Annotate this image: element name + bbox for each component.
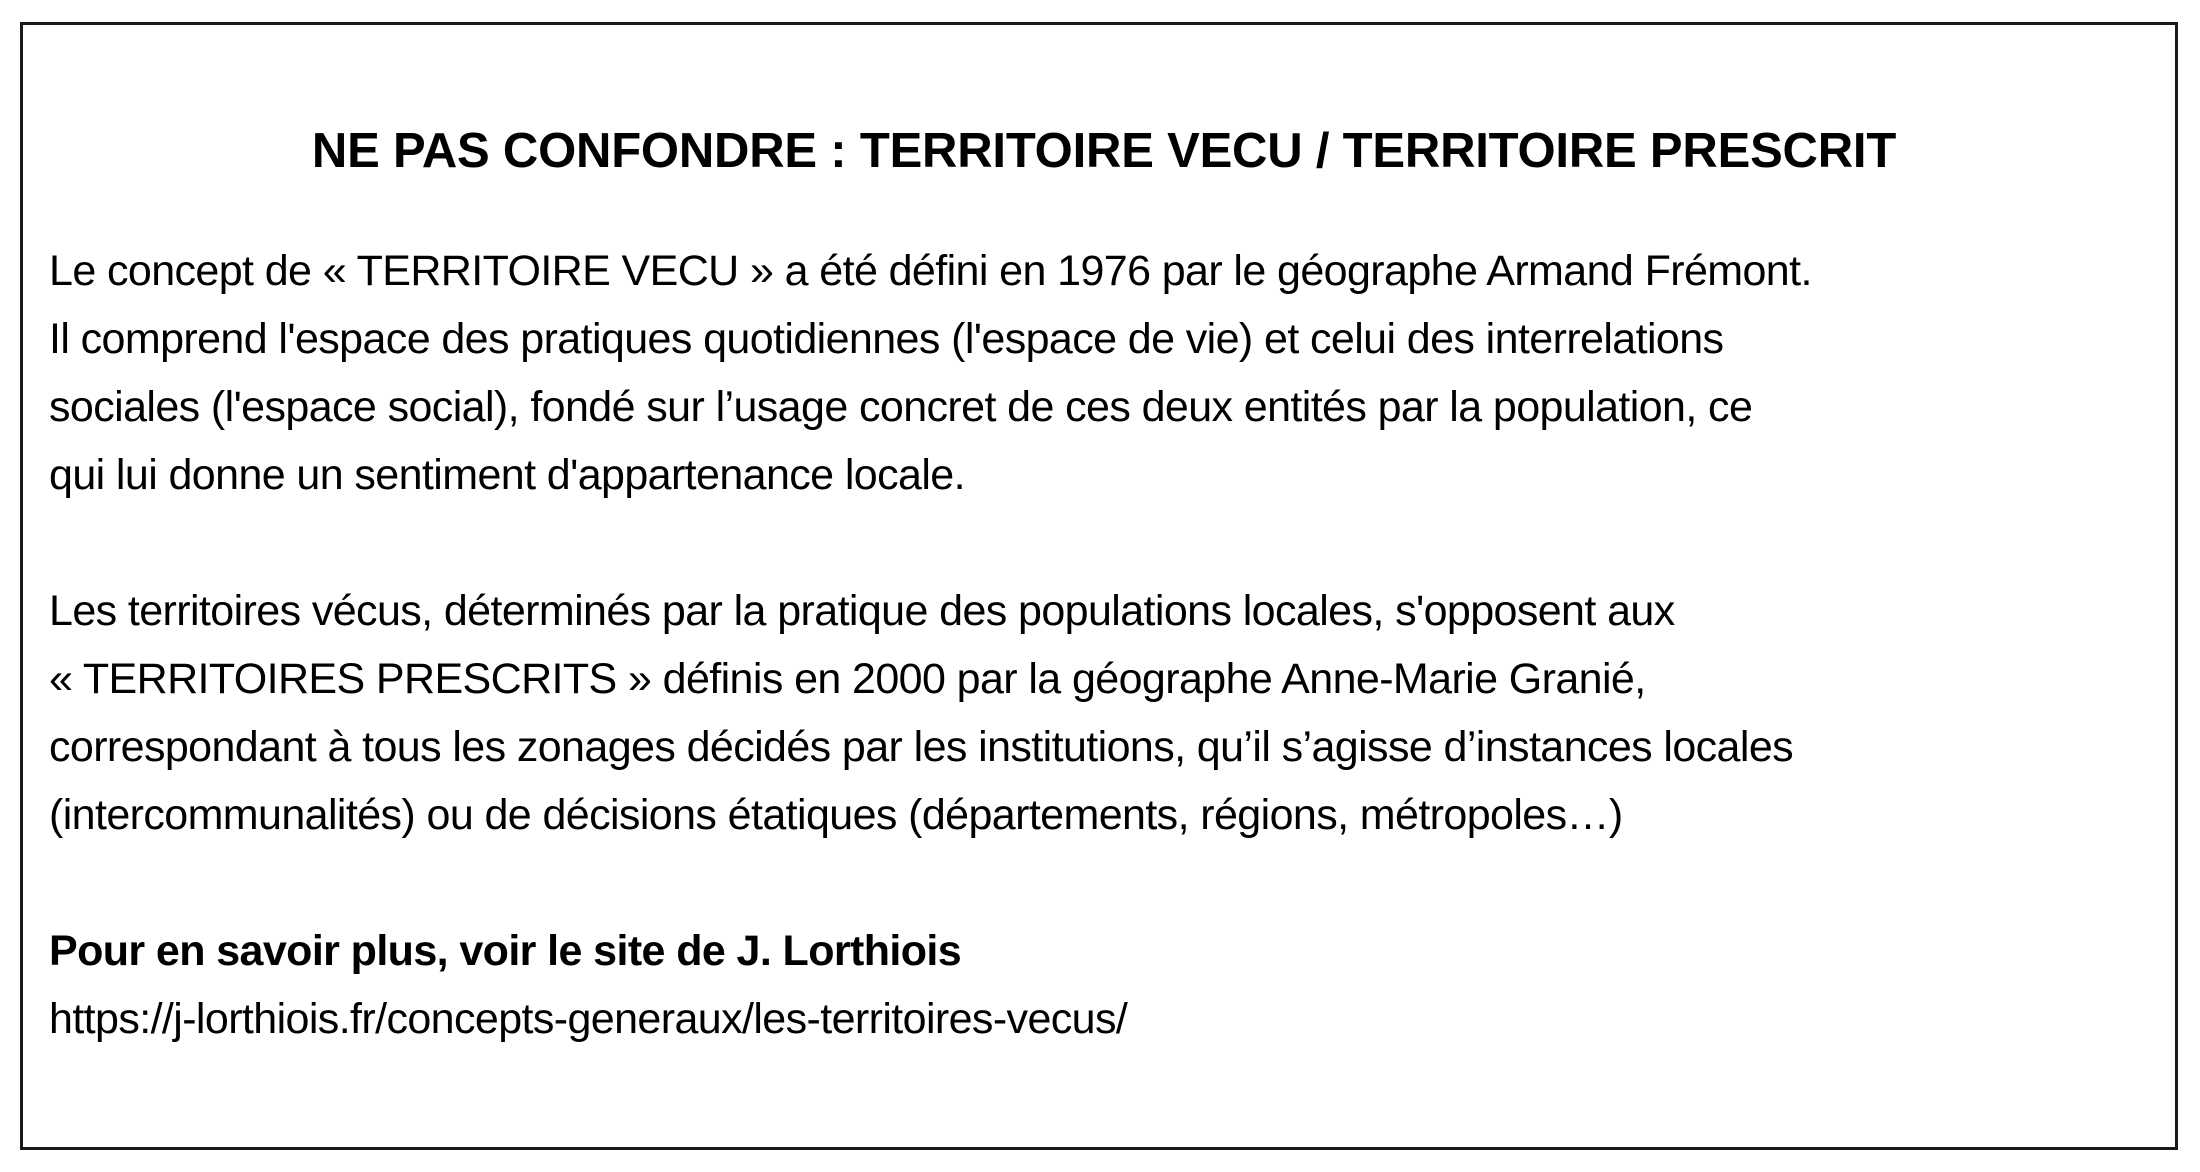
more-info-link[interactable]: https://j-lorthiois.fr/concepts-generaux/les-territoires-vecus/ xyxy=(49,995,1128,1043)
paragraph-line: sociales (l'espace social), fondé sur l’usage concret de ces deux entités par la population, ce xyxy=(49,383,1753,431)
paragraph-territoire-vecu xyxy=(49,237,2159,509)
document-frame xyxy=(20,22,2178,1150)
paragraph-line: (intercommunalités) ou de décisions étatiques (départements, régions, métropoles…) xyxy=(49,791,1623,839)
paragraph-line: « TERRITOIRES PRESCRITS » définis en 2000 par la géographe Anne-Marie Granié, xyxy=(49,655,1646,703)
paragraph-line: Le concept de « TERRITOIRE VECU » a été défini en 1976 par le géographe Armand Frémont. xyxy=(49,247,1812,295)
document-content xyxy=(49,117,2159,1121)
paragraph-line: Il comprend l'espace des pratiques quotidiennes (l'espace de vie) et celui des interrelations xyxy=(49,315,1724,363)
paragraph-line: Les territoires vécus, déterminés par la pratique des populations locales, s'opposent aux xyxy=(49,587,1675,635)
more-info-heading: Pour en savoir plus, voir le site de J. Lorthiois xyxy=(49,927,962,975)
more-info-section xyxy=(49,917,2159,1053)
paragraph-territoire-prescrit xyxy=(49,577,2159,849)
paragraph-line: qui lui donne un sentiment d'appartenance locale. xyxy=(49,451,965,499)
document-title: NE PAS CONFONDRE : TERRITOIRE VECU / TERRITOIRE PRESCRIT xyxy=(311,124,1897,178)
paragraph-line: correspondant à tous les zonages décidés par les institutions, qu’il s’agisse d’instances locales xyxy=(49,723,1794,771)
